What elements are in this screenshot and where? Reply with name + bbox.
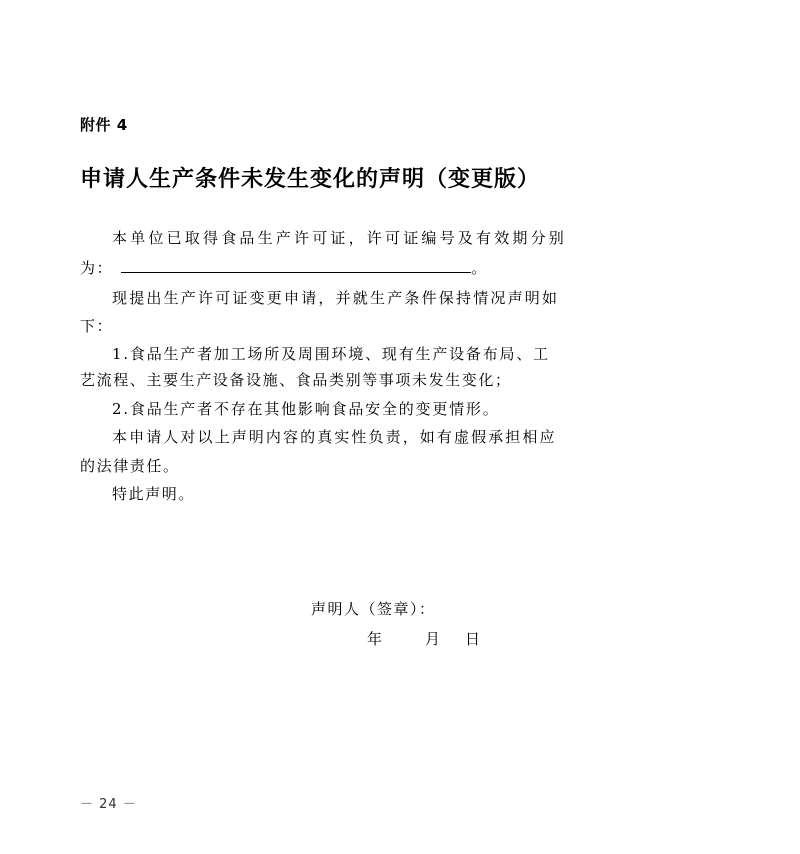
body-line-2 (80, 258, 488, 278)
body-line-6: 艺流程、主要生产设备设施、食品类别等事项未发生变化； (80, 371, 512, 389)
license-suffix: 。 (471, 259, 488, 277)
document-title: 申请人生产条件未发生变化的声明（变更版） (80, 167, 541, 192)
body-line-10: 特此声明。 (112, 485, 196, 503)
license-blank-field[interactable] (121, 258, 471, 273)
body-line-3: 现提出生产许可证变更申请，并就生产条件保持情况声明如 (112, 289, 560, 307)
body-line-7: 2.食品生产者不存在其他影响食品安全的变更情形。 (112, 400, 500, 418)
date-day-label: 日 (465, 630, 481, 648)
body-line-9: 的法律责任。 (80, 457, 180, 475)
body-line-5: 1.食品生产者加工场所及周围环境、现有生产设备布局、工 (112, 345, 550, 363)
body-line-8: 本申请人对以上声明内容的真实性负责，如有虚假承担相应 (112, 428, 557, 446)
date-year-label: 年 (367, 630, 383, 648)
declarant-signature-label: 声明人（签章）： (311, 600, 436, 618)
page-number: － 24 － (80, 797, 137, 812)
attachment-label: 附件 4 (80, 116, 128, 134)
body-line-4: 下： (80, 317, 114, 335)
license-prefix: 为： (80, 259, 114, 277)
date-month-label: 月 (425, 630, 441, 648)
body-line-1: 本单位已取得食品生产许可证，许可证编号及有效期分别 (112, 229, 568, 247)
